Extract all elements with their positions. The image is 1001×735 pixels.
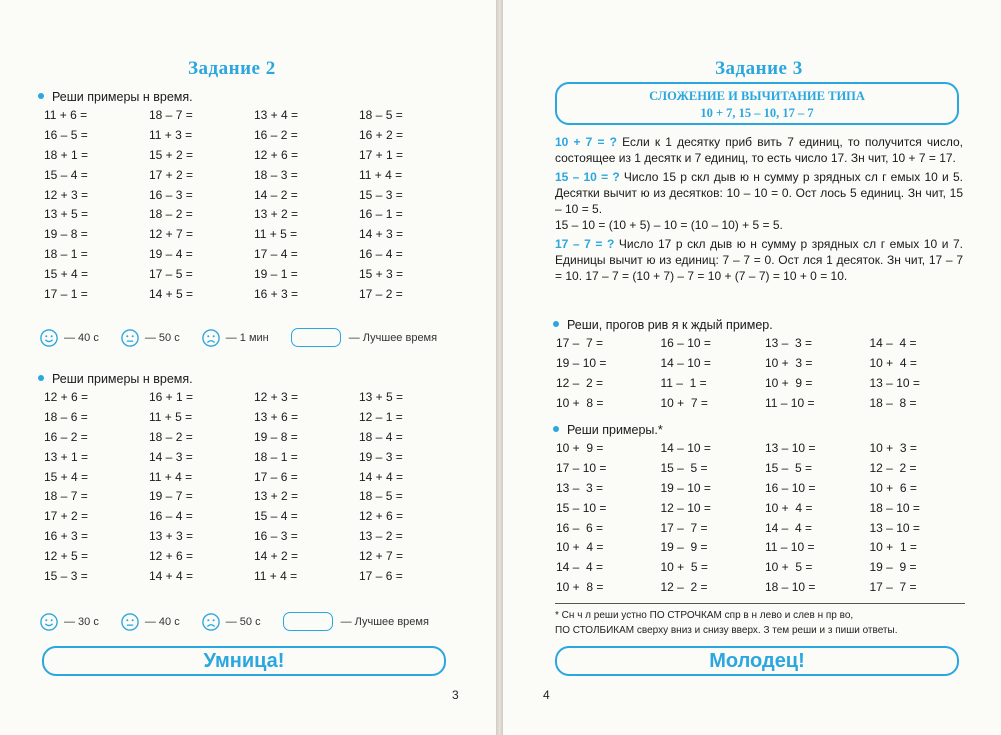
- math-problem: 18 – 4 =: [359, 429, 403, 444]
- problem-grid: [44, 390, 464, 589]
- math-problem: 17 + 1 =: [359, 147, 404, 162]
- math-problem: 14 – 3 =: [149, 449, 193, 464]
- praise-banner: Умница!: [42, 646, 446, 676]
- math-problem: 15 + 2 =: [149, 147, 194, 162]
- time-label: — 30 с: [64, 615, 99, 628]
- math-problem: 15 + 4 =: [44, 267, 89, 282]
- math-problem: 18 – 5 =: [359, 108, 403, 122]
- math-problem: 15 – 4 =: [254, 509, 298, 524]
- math-problem: 10 + 4 =: [765, 500, 813, 515]
- example-equation: 15 – 10 = ?: [555, 170, 620, 184]
- bullet-icon: [38, 93, 44, 99]
- math-problem: 12 – 2 =: [660, 580, 708, 595]
- math-problem: 16 – 10 =: [765, 480, 816, 495]
- math-problem: 15 – 3 =: [359, 187, 403, 202]
- math-problem: 12 + 3 =: [44, 187, 89, 202]
- math-problem: 16 – 2 =: [44, 429, 88, 444]
- math-problem: 19 – 4 =: [149, 247, 193, 262]
- math-problem: 12 + 6 =: [44, 390, 89, 404]
- math-problem: 10 + 5 =: [660, 560, 708, 575]
- instruction: Реши примеры н время.: [38, 90, 193, 104]
- math-problem: 12 – 10 =: [660, 500, 711, 515]
- math-problem: 13 + 1 =: [44, 449, 89, 464]
- math-problem: 13 + 6 =: [254, 409, 299, 424]
- smiley-sad-icon: [202, 329, 220, 347]
- math-problem: 14 + 5 =: [149, 287, 194, 302]
- page-number: 4: [543, 688, 550, 702]
- math-problem: 13 – 10 =: [869, 375, 920, 390]
- math-problem: 17 – 7 =: [556, 336, 604, 350]
- math-problem: 14 – 4 =: [765, 520, 813, 535]
- math-problem: 17 – 7 =: [869, 580, 917, 595]
- math-problem: 14 – 10 =: [660, 441, 711, 455]
- math-problem: 18 – 3 =: [254, 167, 298, 182]
- math-problem: 12 – 2 =: [556, 375, 604, 390]
- math-problem: 18 – 7 =: [44, 489, 88, 504]
- math-problem: 13 + 5 =: [44, 207, 89, 222]
- math-problem: 14 + 2 =: [254, 549, 299, 564]
- math-problem: 13 + 2 =: [254, 207, 299, 222]
- math-problem: 18 – 1 =: [254, 449, 298, 464]
- math-problem: 10 + 3 =: [765, 355, 813, 370]
- math-problem: 19 – 8 =: [254, 429, 298, 444]
- math-problem: 17 – 10 =: [556, 460, 607, 475]
- math-problem: 10 + 6 =: [869, 480, 917, 495]
- math-problem: 18 – 2 =: [149, 429, 193, 444]
- math-problem: 15 + 3 =: [359, 267, 404, 282]
- math-problem: 13 – 10 =: [869, 520, 920, 535]
- math-problem: 19 – 10 =: [660, 480, 711, 495]
- math-problem: 10 + 7 =: [660, 395, 708, 410]
- bullet-icon: [553, 426, 559, 432]
- math-problem: 14 + 3 =: [359, 227, 404, 242]
- math-problem: 12 + 3 =: [254, 390, 299, 404]
- right-page: [503, 0, 1001, 735]
- left-page: [0, 0, 496, 735]
- math-problem: 17 – 1 =: [44, 287, 88, 302]
- best-time-label: — Лучшее время: [348, 331, 438, 344]
- math-problem: 15 – 5 =: [765, 460, 813, 475]
- math-problem: 14 + 4 =: [149, 569, 194, 584]
- math-problem: 16 – 3 =: [254, 529, 298, 544]
- bullet-icon: [38, 375, 44, 381]
- math-problem: 13 + 3 =: [149, 529, 194, 544]
- math-problem: 12 + 6 =: [149, 549, 194, 564]
- math-problem: 12 + 6 =: [359, 509, 404, 524]
- math-problem: 16 + 1 =: [149, 390, 194, 404]
- time-label: — 40 с: [64, 331, 99, 344]
- math-problem: 14 – 4 =: [556, 560, 604, 575]
- math-problem: 11 + 5 =: [254, 227, 298, 242]
- math-problem: 19 – 3 =: [359, 449, 403, 464]
- math-problem: 14 – 2 =: [254, 187, 298, 202]
- math-problem: 11 + 5 =: [149, 409, 193, 424]
- math-problem: 18 – 7 =: [149, 108, 193, 122]
- math-problem: 12 + 7 =: [359, 549, 404, 564]
- math-problem: 14 – 4 =: [869, 336, 917, 350]
- footnote: * Сн ч л реши устно ПО СТРОЧКАМ спр в н лево и слев н пр во, ПО СТОЛБИКАМ сверху вниз и снизу вверх. З тем реши и з пиши ответы.: [555, 603, 965, 638]
- math-problem: 17 – 2 =: [359, 287, 403, 302]
- time-label: — 1 мин: [225, 331, 269, 344]
- math-problem: 18 – 10 =: [765, 580, 816, 595]
- math-problem: 13 – 3 =: [765, 336, 813, 350]
- topic-line: 10 + 7, 15 – 10, 17 – 7: [700, 106, 814, 120]
- math-problem: 12 – 1 =: [359, 409, 403, 424]
- topic-line: СЛОЖЕНИЕ И ВЫЧИТАНИЕ ТИПА: [649, 89, 865, 103]
- best-time-box[interactable]: [291, 328, 341, 347]
- math-problem: 17 – 6 =: [359, 569, 403, 584]
- math-problem: 15 – 3 =: [44, 569, 88, 584]
- math-problem: 10 + 4 =: [556, 540, 604, 555]
- math-problem: 10 + 4 =: [869, 355, 917, 370]
- math-problem: 11 – 10 =: [765, 540, 815, 555]
- math-problem: 19 – 9 =: [660, 540, 708, 555]
- math-problem: 13 – 3 =: [556, 480, 604, 495]
- example-equation: 17 – 7 = ?: [555, 237, 615, 251]
- topic-box: [555, 82, 959, 125]
- explanation-paragraph: 17 – 7 = ? Число 17 р скл дыв ю н сумму р зрядных сл г емых 10 и 7. Единицы вычит ю из единиц: 7 – 7 = 0. Ост лся 1 десяток. Зн чит, 17 – 7 = 10. 17 – 7 = (10 + 7) – 7 = 10 + (7 – 7) = 10 + 0 = 10.: [555, 237, 963, 283]
- math-problem: 16 – 6 =: [556, 520, 604, 535]
- praise-banner: Молодец!: [555, 646, 959, 676]
- math-problem: 17 + 2 =: [44, 509, 89, 524]
- math-problem: 18 – 1 =: [44, 247, 88, 262]
- math-problem: 18 – 2 =: [149, 207, 193, 222]
- math-problem: 10 + 1 =: [869, 540, 917, 555]
- math-problem: 18 + 1 =: [44, 147, 89, 162]
- math-problem: 17 – 6 =: [254, 469, 298, 484]
- math-problem: 15 + 4 =: [44, 469, 89, 484]
- math-problem: 11 + 4 =: [254, 569, 298, 584]
- math-problem: 12 + 7 =: [149, 227, 194, 242]
- best-time-label: — Лучшее время: [340, 615, 429, 628]
- math-problem: 19 – 1 =: [254, 267, 298, 282]
- math-problem: 10 + 8 =: [556, 580, 604, 595]
- bullet-icon: [553, 321, 559, 327]
- math-problem: 18 – 8 =: [869, 395, 917, 410]
- math-problem: 11 – 1 =: [660, 375, 707, 390]
- problem-grid: [556, 336, 974, 416]
- smiley-neutral-icon: [121, 329, 139, 347]
- math-problem: 11 – 10 =: [765, 395, 815, 410]
- problem-grid: [44, 108, 464, 307]
- best-time-box[interactable]: [283, 612, 333, 631]
- math-problem: 13 + 2 =: [254, 489, 299, 504]
- math-problem: 19 – 7 =: [149, 489, 193, 504]
- math-problem: 13 + 5 =: [359, 390, 404, 404]
- page-title: Задание 3: [715, 58, 803, 79]
- math-problem: 19 – 9 =: [869, 560, 917, 575]
- math-problem: 16 – 4 =: [149, 509, 193, 524]
- math-problem: 12 + 5 =: [44, 549, 89, 564]
- math-problem: 11 + 4 =: [149, 469, 193, 484]
- example-equation: 10 + 7 = ?: [555, 135, 617, 149]
- instruction: Реши примеры н время.: [38, 372, 193, 386]
- page-number: 3: [452, 688, 459, 702]
- time-label: — 50 с: [225, 615, 261, 628]
- timer-row: [40, 328, 437, 347]
- math-problem: 15 – 10 =: [556, 500, 607, 515]
- math-problem: 19 – 8 =: [44, 227, 88, 242]
- math-problem: 13 + 4 =: [254, 108, 299, 122]
- math-problem: 11 + 6 =: [44, 108, 88, 122]
- time-label: — 40 с: [144, 615, 180, 628]
- math-problem: 10 + 8 =: [556, 395, 604, 410]
- math-problem: 16 – 3 =: [149, 187, 193, 202]
- math-problem: 10 + 3 =: [869, 441, 917, 455]
- smiley-happy-icon: [40, 329, 58, 347]
- math-problem: 17 – 5 =: [149, 267, 193, 282]
- math-problem: 18 – 5 =: [359, 489, 403, 504]
- problem-grid: [556, 441, 974, 600]
- math-problem: 10 + 5 =: [765, 560, 813, 575]
- math-problem: 19 – 10 =: [556, 355, 607, 370]
- instruction: Реши примеры.*: [553, 423, 663, 437]
- smiley-happy-icon: [40, 613, 58, 631]
- time-label: — 50 с: [144, 331, 180, 344]
- math-problem: 16 – 2 =: [254, 127, 298, 142]
- math-problem: 10 + 9 =: [765, 375, 813, 390]
- math-problem: 16 + 2 =: [359, 127, 404, 142]
- math-problem: 16 – 5 =: [44, 127, 88, 142]
- explanation-paragraph: 10 + 7 = ? Если к 1 десятку приб вить 7 единиц, то получится число, состоящее из 1 десятк и 7 единиц, то есть число 17. Зн чит, 10 + 7 = 17.: [555, 135, 963, 165]
- math-problem: 16 – 1 =: [359, 207, 403, 222]
- math-problem: 12 – 2 =: [869, 460, 917, 475]
- math-problem: 14 + 4 =: [359, 469, 404, 484]
- math-problem: 17 + 2 =: [149, 167, 194, 182]
- math-problem: 10 + 9 =: [556, 441, 604, 455]
- math-problem: 15 – 4 =: [44, 167, 88, 182]
- math-problem: 16 + 3 =: [254, 287, 299, 302]
- explanation-paragraph: 15 – 10 = ? Число 15 р скл дыв ю н сумму р зрядных сл г емых 10 и 5. Десятки вычит ю из десятков: 10 – 10 = 0. Ост лось 5 единиц. Зн чит, 15 – 10 = 5. 15 – 10 = (10 + 5) – 10 = (10 – 10) + 5 = 5.: [555, 170, 964, 232]
- math-problem: 18 – 10 =: [869, 500, 920, 515]
- timer-row: [40, 612, 429, 631]
- math-problem: 14 – 10 =: [660, 355, 711, 370]
- math-problem: 11 + 4 =: [359, 167, 403, 182]
- math-problem: 13 – 2 =: [359, 529, 403, 544]
- page-title: Задание 2: [188, 58, 276, 79]
- explanation: [555, 134, 963, 287]
- math-problem: 16 + 3 =: [44, 529, 89, 544]
- math-problem: 11 + 3 =: [149, 127, 193, 142]
- math-problem: 13 – 10 =: [765, 441, 816, 455]
- instruction: Реши, прогов рив я к ждый пример.: [553, 318, 773, 332]
- smiley-sad-icon: [202, 613, 220, 631]
- math-problem: 17 – 7 =: [660, 520, 708, 535]
- math-problem: 16 – 4 =: [359, 247, 403, 262]
- smiley-neutral-icon: [121, 613, 139, 631]
- math-problem: 15 – 5 =: [660, 460, 708, 475]
- math-problem: 18 – 6 =: [44, 409, 88, 424]
- math-problem: 17 – 4 =: [254, 247, 298, 262]
- book-gutter: [496, 0, 503, 735]
- math-problem: 16 – 10 =: [660, 336, 711, 350]
- math-problem: 12 + 6 =: [254, 147, 299, 162]
